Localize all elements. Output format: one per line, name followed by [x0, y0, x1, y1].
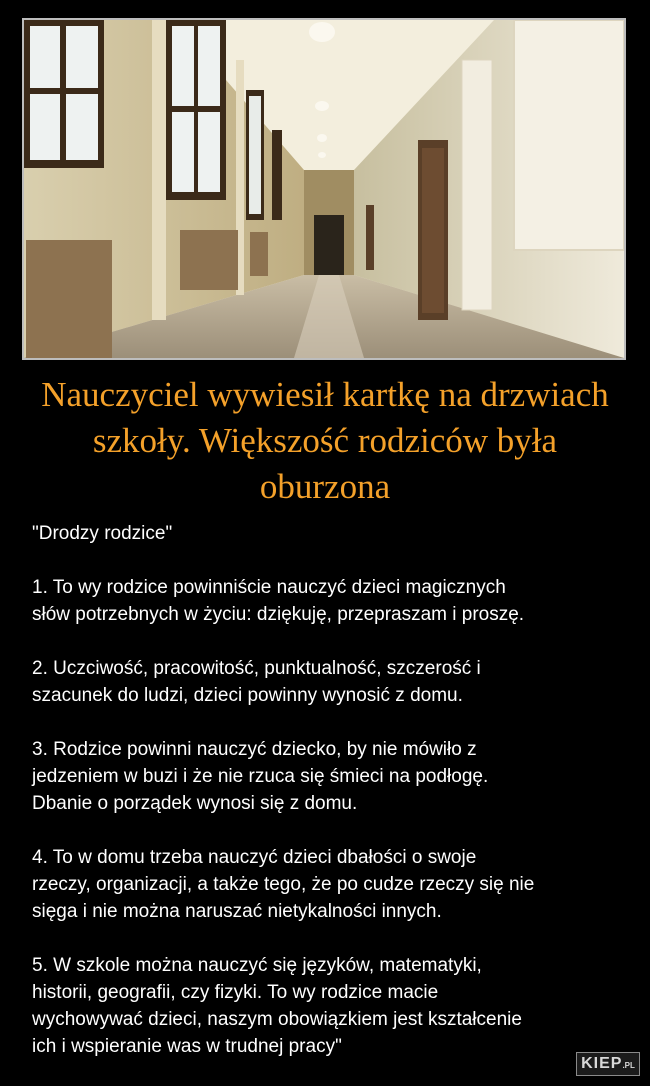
rule-paragraph-3: 3. Rodzice powinni nauczyć dziecko, by nie mówiło z jedzeniem w buzi i że nie rzuca się śmieci na podłogę. Dbanie o porządek wynosi się z domu.: [32, 739, 489, 814]
article-body: [32, 520, 627, 1060]
rule-paragraph-5: 5. W szkole można nauczyć się języków, matematyki, historii, geografii, czy fizyki. To wy rodzice macie wychowywać dzieci, naszym obowiązkiem jest kształcenie ich i wspieranie was w trudnej pracy": [32, 955, 522, 1057]
logo-suffix: .PL: [622, 1061, 635, 1070]
rule-paragraph-4: 4. To w domu trzeba nauczyć dzieci dbałości o swoje rzeczy, organizacji, a także tego, że po cudze rzeczy się nie sięga i nie można naruszać nietykalności innych.: [32, 847, 535, 922]
rule-paragraph-2: 2. Uczciwość, pracowitość, punktualność, szczerość i szacunek do ludzi, dzieci powinny wynosić z domu.: [32, 658, 481, 706]
title-line: szkoły. Większość rodziców była: [92, 421, 558, 460]
article-title: [0, 372, 650, 510]
title-line: oburzona: [259, 467, 391, 506]
corridor-illustration: [24, 20, 624, 358]
greeting-paragraph: "Drodzy rodzice": [32, 523, 173, 544]
corridor-photo: [22, 18, 626, 360]
logo-text: KIEP: [581, 1055, 623, 1072]
rule-paragraph-1: 1. To wy rodzice powinniście nauczyć dzieci magicznych słów potrzebnych w życiu: dziękuję, przepraszam i proszę.: [32, 577, 525, 625]
title-line: Nauczyciel wywiesił kartkę na drzwiach: [41, 375, 609, 414]
kiep-logo: [576, 1052, 640, 1076]
